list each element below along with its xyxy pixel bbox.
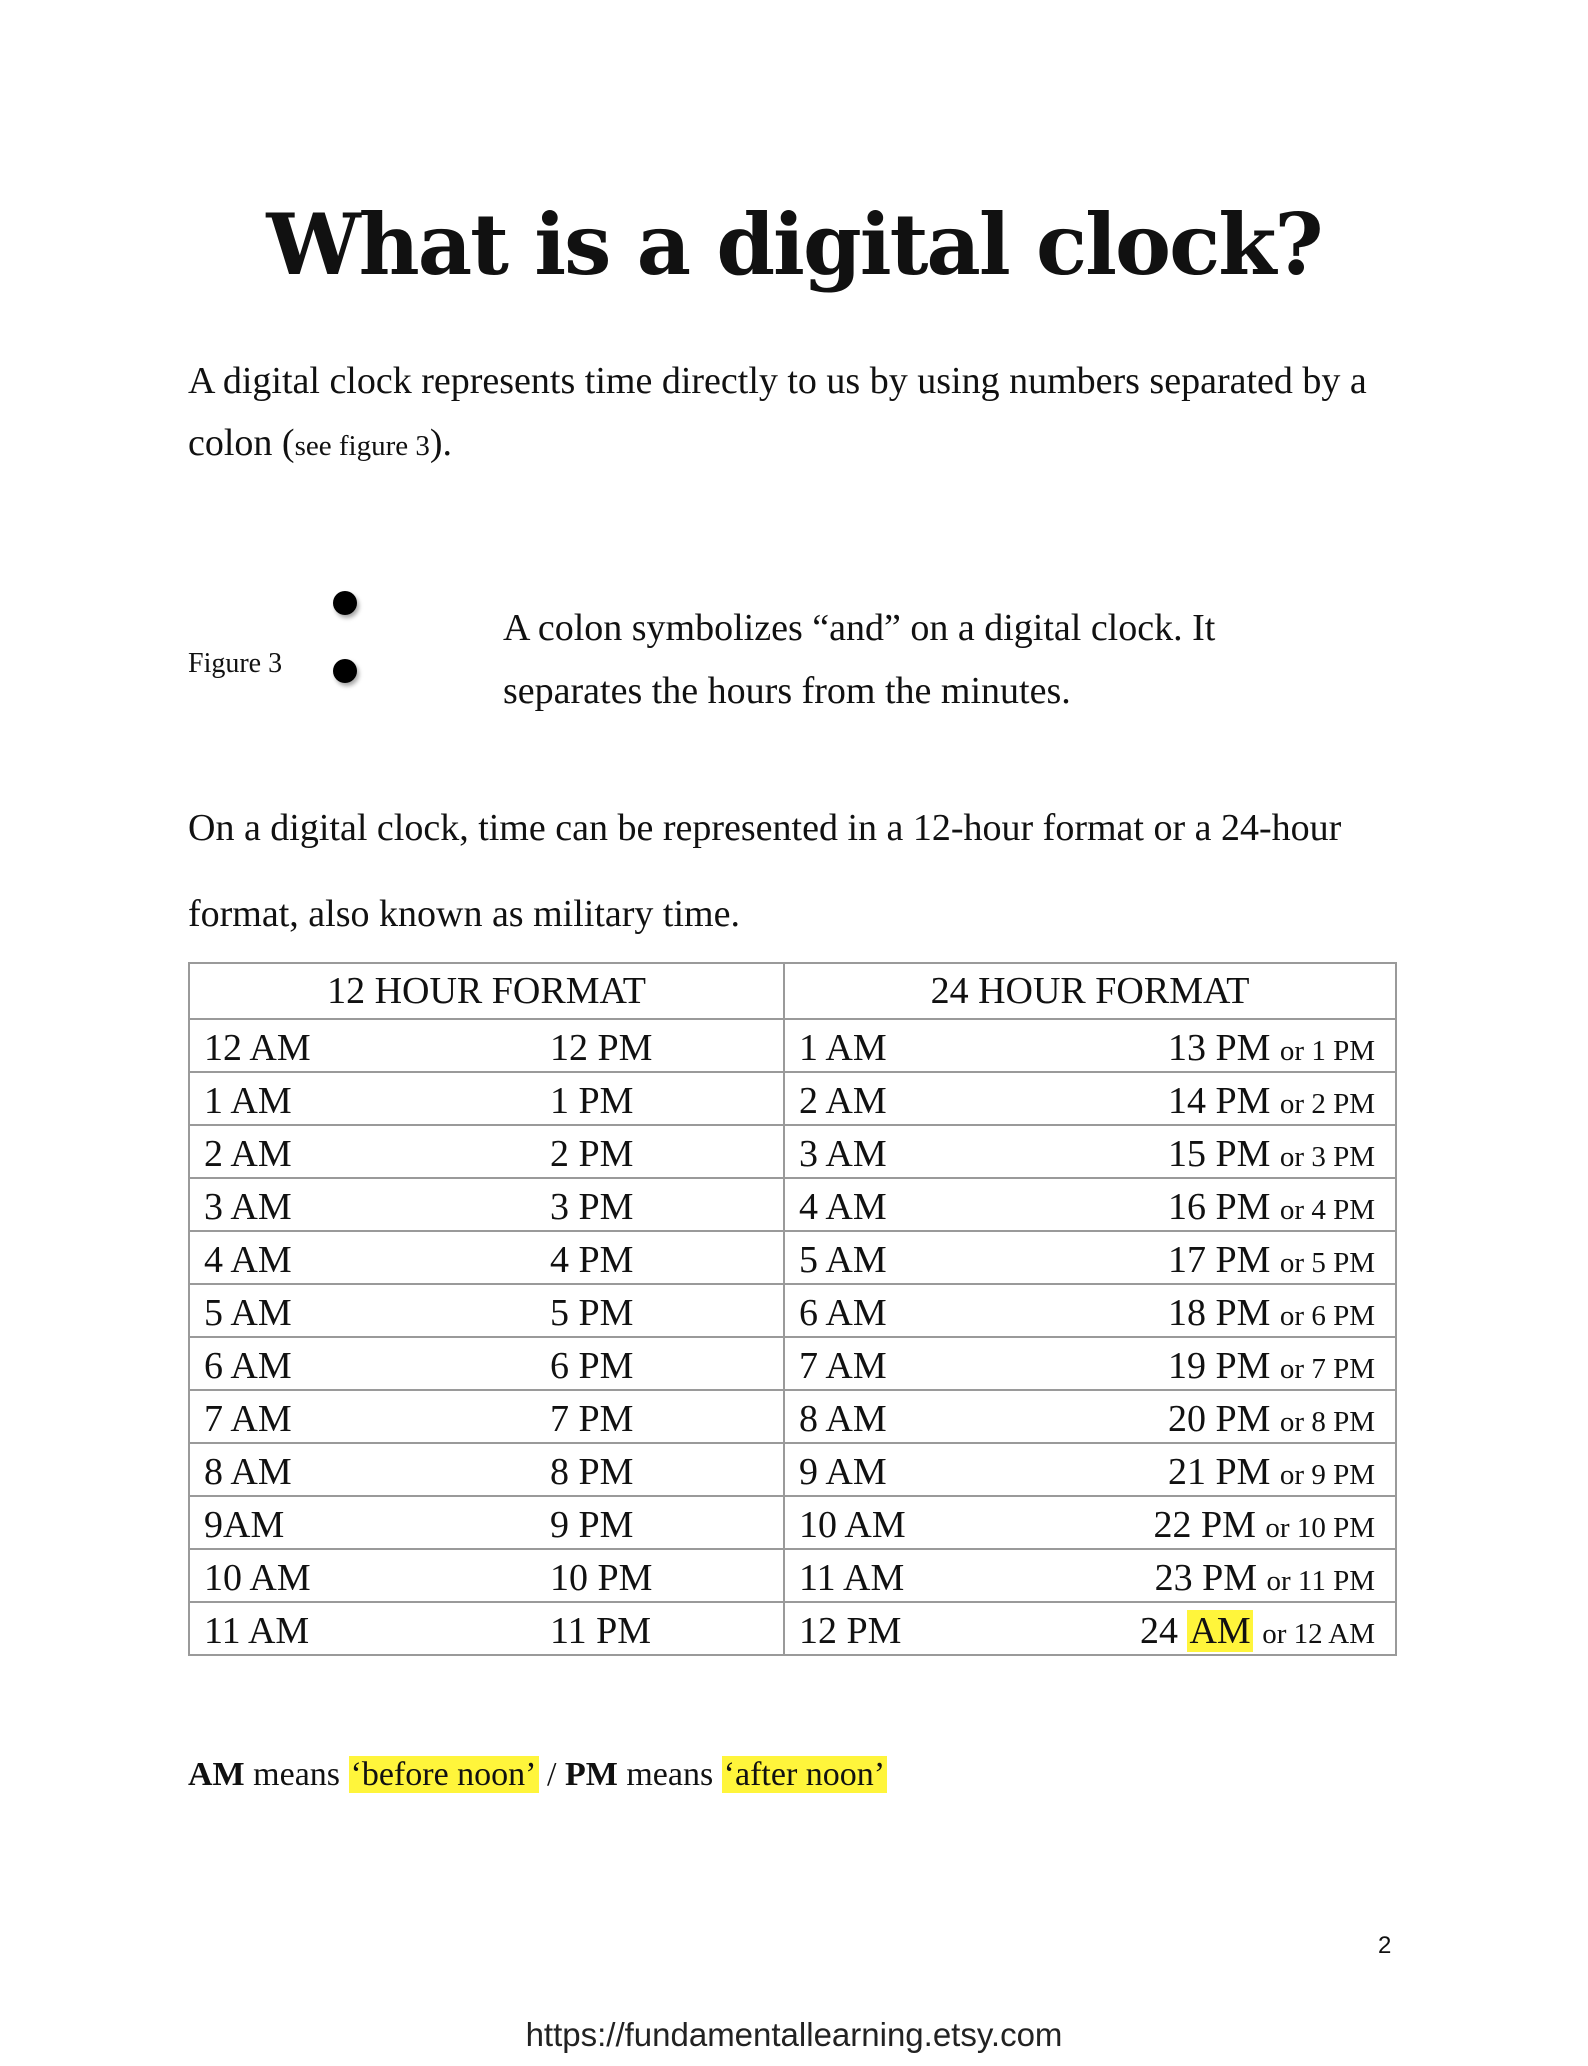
- cell-12-inner: [190, 1497, 783, 1548]
- header-12-hour: 12 HOUR FORMAT: [189, 963, 784, 1019]
- intro-end: ).: [429, 422, 453, 464]
- alternative-time: or 4 PM: [1279, 1194, 1375, 1226]
- cell-12-hour: [189, 1231, 784, 1284]
- table-row: [189, 1125, 1396, 1178]
- military-time: 13 PM: [1168, 1027, 1271, 1069]
- cell-24-hour: [784, 1125, 1396, 1178]
- am-time: 12 AM: [204, 1027, 311, 1069]
- page-number: 2: [1378, 1932, 1392, 1959]
- am-pm-note: [188, 1756, 887, 1794]
- alternative-time: or 10 PM: [1265, 1512, 1375, 1544]
- pm-time: 6 PM: [550, 1345, 634, 1387]
- intro-main: A digital clock represents time directly to us by using numbers separated by a colon (: [188, 360, 1367, 464]
- am-time: 2 AM: [204, 1133, 292, 1175]
- pm-time: 1 PM: [550, 1080, 634, 1122]
- cell-12-hour: [189, 1072, 784, 1125]
- note-before-noon: ‘before noon’: [350, 1756, 537, 1793]
- military-time-group: [1168, 1238, 1375, 1282]
- cell-24-hour: [784, 1337, 1396, 1390]
- alternative-time: or 2 PM: [1279, 1088, 1375, 1120]
- alternative-time: or 7 PM: [1279, 1353, 1375, 1385]
- hour-24-time: 7 AM: [799, 1345, 887, 1387]
- am-time: 5 AM: [204, 1292, 292, 1334]
- military-time: 16 PM: [1168, 1186, 1271, 1228]
- table-row: [189, 1019, 1396, 1072]
- cell-24-inner: [785, 1550, 1395, 1601]
- cell-24-inner: [785, 1232, 1395, 1283]
- military-time-group: [1168, 1291, 1375, 1335]
- cell-12-inner: [190, 1338, 783, 1389]
- table-row: [189, 1231, 1396, 1284]
- military-time: 23 PM: [1154, 1557, 1257, 1599]
- figure-reference: see figure 3: [294, 430, 430, 462]
- cell-24-hour: [784, 1602, 1396, 1655]
- cell-24-hour: [784, 1496, 1396, 1549]
- table-row: [189, 1072, 1396, 1125]
- military-time: 18 PM: [1168, 1292, 1271, 1334]
- hour-24-time: 8 AM: [799, 1398, 887, 1440]
- page-title: What is a digital clock?: [266, 195, 1322, 294]
- military-time-number: 24: [1139, 1610, 1178, 1652]
- cell-12-hour: [189, 1178, 784, 1231]
- alternative-time: or 8 PM: [1279, 1406, 1375, 1438]
- pm-time: 9 PM: [550, 1504, 634, 1546]
- alternative-time: or 1 PM: [1279, 1035, 1375, 1067]
- military-time-group: [1154, 1503, 1376, 1547]
- am-time: 8 AM: [204, 1451, 292, 1493]
- military-time-group: [1168, 1132, 1375, 1176]
- alternative-time: or 3 PM: [1279, 1141, 1375, 1173]
- hour-24-time: 5 AM: [799, 1239, 887, 1281]
- cell-12-inner: [190, 1391, 783, 1442]
- cell-12-inner: [190, 1444, 783, 1495]
- cell-24-inner: [785, 1126, 1395, 1177]
- table-row: [189, 1337, 1396, 1390]
- military-time: 19 PM: [1168, 1345, 1271, 1387]
- intro-paragraph: [188, 350, 1408, 477]
- colon-description: A colon symbolizes “and” on a digital clock. It separates the hours from the minutes.: [503, 607, 1216, 712]
- cell-24-hour: [784, 1390, 1396, 1443]
- hour-24-time: 9 AM: [799, 1451, 887, 1493]
- military-time-group: [1168, 1185, 1375, 1229]
- cell-12-inner: [190, 1126, 783, 1177]
- cell-24-hour: [784, 1231, 1396, 1284]
- am-time: 3 AM: [204, 1186, 292, 1228]
- table-header-row: [189, 963, 1396, 1019]
- pm-time: 3 PM: [550, 1186, 634, 1228]
- note-am: AM: [188, 1756, 245, 1793]
- formats-paragraph: On a digital clock, time can be represented in a 12-hour format or a 24-hour format, also known as military time.: [188, 807, 1342, 935]
- military-time: 22 PM: [1153, 1504, 1256, 1546]
- colon-dot-bottom: [333, 659, 357, 683]
- cell-24-inner: [785, 1285, 1395, 1336]
- military-time-group: [1168, 1026, 1375, 1070]
- cell-12-inner: [190, 1285, 783, 1336]
- pm-time: 2 PM: [550, 1133, 634, 1175]
- colon-dot-top: [333, 591, 357, 615]
- note-pm: PM: [564, 1756, 618, 1793]
- cell-24-hour: [784, 1178, 1396, 1231]
- cell-12-hour: [189, 1549, 784, 1602]
- cell-12-inner: [190, 1232, 783, 1283]
- cell-12-hour: [189, 1337, 784, 1390]
- cell-24-inner: [785, 1391, 1395, 1442]
- alternative-time: or 11 PM: [1266, 1565, 1375, 1597]
- cell-24-inner: [785, 1497, 1395, 1548]
- cell-24-hour: [784, 1549, 1396, 1602]
- cell-24-inner: [785, 1603, 1395, 1654]
- alternative-time: or 6 PM: [1279, 1300, 1375, 1332]
- am-time: 11 AM: [204, 1610, 310, 1652]
- alternative-time: or 12 AM: [1262, 1618, 1375, 1650]
- am-time: 10 AM: [204, 1557, 311, 1599]
- am-time: 4 AM: [204, 1239, 292, 1281]
- cell-24-hour: [784, 1443, 1396, 1496]
- table-row: [189, 1443, 1396, 1496]
- cell-24-inner: [785, 1338, 1395, 1389]
- table-row: [189, 1390, 1396, 1443]
- hour-24-time: 10 AM: [799, 1504, 906, 1546]
- military-time-group: [1168, 1450, 1375, 1494]
- cell-24-hour: [784, 1072, 1396, 1125]
- cell-24-hour: [784, 1284, 1396, 1337]
- cell-12-hour: [189, 1443, 784, 1496]
- pm-time: 7 PM: [550, 1398, 634, 1440]
- table-body: [189, 1019, 1396, 1655]
- time-format-table: [188, 962, 1397, 1656]
- alternative-time: or 5 PM: [1279, 1247, 1375, 1279]
- military-time: 21 PM: [1168, 1451, 1271, 1493]
- table-row: [189, 1178, 1396, 1231]
- cell-24-inner: [785, 1073, 1395, 1124]
- cell-12-inner: [190, 1073, 783, 1124]
- note-separator: /: [538, 1756, 565, 1793]
- table-row: [189, 1284, 1396, 1337]
- cell-24-inner: [785, 1444, 1395, 1495]
- am-time: 9AM: [204, 1504, 285, 1546]
- header-24-hour: 24 HOUR FORMAT: [784, 963, 1396, 1019]
- hour-24-time: 3 AM: [799, 1133, 887, 1175]
- military-time: 15 PM: [1168, 1133, 1271, 1175]
- cell-12-hour: [189, 1602, 784, 1655]
- am-time: 6 AM: [204, 1345, 292, 1387]
- cell-12-inner: [190, 1020, 783, 1071]
- cell-12-inner: [190, 1603, 783, 1654]
- hour-24-time: 2 AM: [799, 1080, 887, 1122]
- military-time-group: [1168, 1397, 1375, 1441]
- military-time-group: [1140, 1609, 1375, 1653]
- cell-12-hour: [189, 1496, 784, 1549]
- am-time: 1 AM: [204, 1080, 292, 1122]
- cell-12-hour: [189, 1019, 784, 1072]
- cell-12-inner: [190, 1179, 783, 1230]
- footer-url[interactable]: https://fundamentallearning.etsy.com: [525, 2016, 1063, 2053]
- table-row: [189, 1496, 1396, 1549]
- military-time-group: [1155, 1556, 1375, 1600]
- military-time-group: [1168, 1079, 1375, 1123]
- cell-24-inner: [785, 1020, 1395, 1071]
- pm-time: 12 PM: [550, 1027, 653, 1069]
- pm-time: 11 PM: [550, 1610, 652, 1652]
- am-time: 7 AM: [204, 1398, 292, 1440]
- note-after-noon: ‘after noon’: [723, 1756, 886, 1793]
- note-means-1: means: [244, 1756, 349, 1793]
- military-time: 17 PM: [1168, 1239, 1271, 1281]
- pm-time: 8 PM: [550, 1451, 634, 1493]
- cell-12-hour: [189, 1390, 784, 1443]
- hour-24-time: 6 AM: [799, 1292, 887, 1334]
- cell-24-hour: [784, 1019, 1396, 1072]
- table-row: [189, 1549, 1396, 1602]
- military-time: 14 PM: [1168, 1080, 1271, 1122]
- military-time-highlight: AM: [1189, 1610, 1251, 1652]
- hour-24-time: 11 AM: [799, 1557, 905, 1599]
- pm-time: 5 PM: [550, 1292, 634, 1334]
- cell-12-inner: [190, 1550, 783, 1601]
- hour-24-time: 12 PM: [799, 1610, 902, 1652]
- pm-time: 4 PM: [550, 1239, 634, 1281]
- cell-12-hour: [189, 1125, 784, 1178]
- note-means-2: means: [617, 1756, 722, 1793]
- figure-label: Figure 3: [188, 648, 283, 679]
- hour-24-time: 1 AM: [799, 1027, 887, 1069]
- military-time-group: [1168, 1344, 1375, 1388]
- alternative-time: or 9 PM: [1279, 1459, 1375, 1491]
- pm-time: 10 PM: [550, 1557, 653, 1599]
- table-row: [189, 1602, 1396, 1655]
- hour-24-time: 4 AM: [799, 1186, 887, 1228]
- cell-12-hour: [189, 1284, 784, 1337]
- military-time: 20 PM: [1168, 1398, 1271, 1440]
- cell-24-inner: [785, 1179, 1395, 1230]
